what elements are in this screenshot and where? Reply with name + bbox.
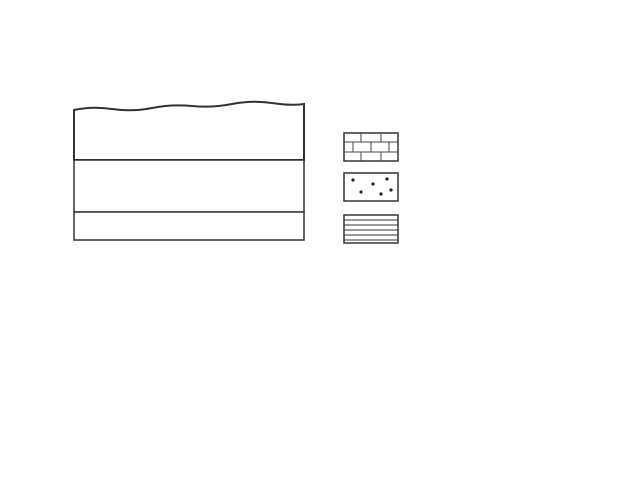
legend-item-sand bbox=[343, 172, 563, 204]
rock-layers-figure bbox=[72, 100, 308, 246]
brick-icon bbox=[343, 132, 399, 162]
legend-item-limestone bbox=[343, 132, 563, 164]
sand-layer bbox=[74, 102, 304, 160]
sand-dots-icon bbox=[343, 172, 399, 202]
clay-layer bbox=[74, 212, 304, 240]
limestone-layer bbox=[74, 160, 304, 212]
legend-item-clay bbox=[343, 214, 563, 246]
clay-lines-icon bbox=[343, 214, 399, 244]
